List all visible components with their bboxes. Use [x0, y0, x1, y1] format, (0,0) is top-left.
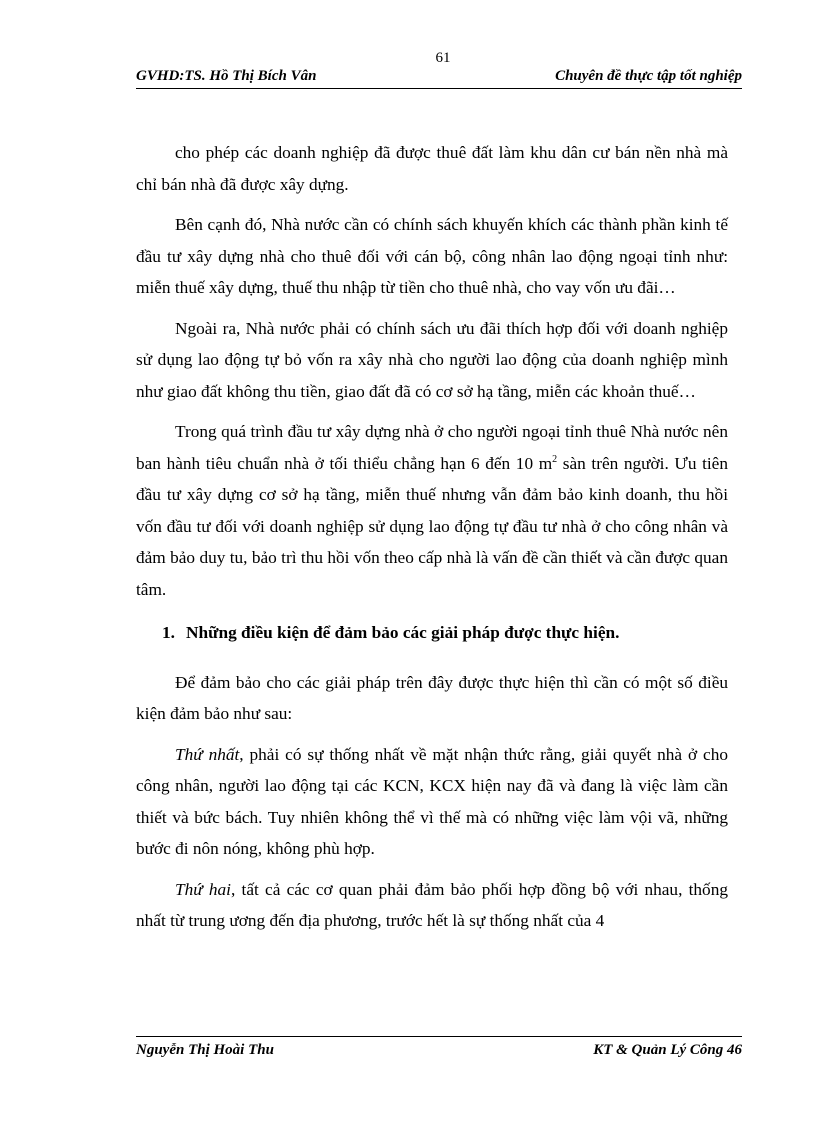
section-heading-text: Những điều kiện để đảm bảo các giải pháp được thực hiện.: [186, 623, 620, 642]
section-heading-number: 1.: [162, 623, 175, 642]
paragraph-6-lead: Thứ nhất: [175, 744, 240, 764]
paragraph-1: cho phép các doanh nghiệp đã được thuê đất làm khu dân cư bán nền nhà mà chỉ bán nhà đã được xây dựng.: [136, 143, 728, 194]
paragraph-4: [136, 416, 728, 605]
header-advisor: GVHD:TS. Hồ Thị Bích Vân: [136, 68, 317, 84]
footer-author: Nguyễn Thị Hoài Thu: [136, 1042, 274, 1058]
page-header: [136, 68, 742, 89]
paragraph-7: [136, 874, 728, 937]
page-footer: [136, 1036, 742, 1064]
paragraph-7-rest: , tất cả các cơ quan phải đảm bảo phối hợp đồng bộ với nhau, thống nhất từ trung ương đến địa phương, trước hết là sự thống nhất của 4: [136, 879, 728, 930]
paragraph-6: [136, 739, 728, 865]
footer-class: KT & Quản Lý Công 46: [593, 1042, 742, 1058]
section-heading: [162, 617, 728, 649]
superscript-2: 2: [552, 453, 558, 465]
paragraph-3: Ngoài ra, Nhà nước phải có chính sách ưu đãi thích hợp đối với doanh nghiệp sử dụng lao động tự bỏ vốn ra xây nhà cho người lao động của doanh nghiệp mình như giao đất không thu tiền, giao đất đã có cơ sở hạ tầng, miễn các khoản thuế…: [136, 318, 728, 401]
page-number: 61: [435, 50, 451, 66]
paragraph-7-lead: Thứ hai: [175, 879, 231, 899]
document-body: [136, 137, 728, 946]
header-report-title: Chuyên đề thực tập tốt nghiệp: [555, 68, 742, 84]
paragraph-6-rest: , phải có sự thống nhất về mặt nhận thức rằng, giải quyết nhà ở cho công nhân, người lao động tại các KCN, KCX hiện nay đã và đang là việc làm cần thiết và bức bách. Tuy nhiên không thể vì thế mà có những việc làm vội vã, những bước đi nôn nóng, không phù hợp.: [136, 744, 728, 858]
paragraph-5: Để đảm bảo cho các giải pháp trên đây được thực hiện thì cần có một số điều kiện đảm bảo như sau:: [136, 672, 728, 723]
paragraph-4-part-a: Trong quá trình đầu tư xây dựng nhà ở cho người ngoại tỉnh thuê Nhà nước nên ban hành tiêu chuẩn nhà ở tối thiểu chẳng hạn 6 đến 10 m: [136, 422, 728, 473]
paragraph-4-part-b: sàn trên người. Ưu tiên đầu tư xây dựng cơ sở hạ tầng, miễn thuế nhưng vẫn đảm bảo kinh doanh, thu hồi vốn đầu tư đối với doanh nghiệp sử dụng lao động tự đầu tư nhà ở cho công nhân và đảm bảo duy tu, bảo trì thu hồi vốn theo cấp nhà là vấn đề cần thiết và cần được quan tâm.: [136, 453, 728, 599]
paragraph-2: Bên cạnh đó, Nhà nước cần có chính sách khuyến khích các thành phần kinh tế đầu tư xây dựng nhà cho thuê đối với cán bộ, công nhân lao động ngoại tỉnh như: miễn thuế xây dựng, thuế thu nhập từ tiền cho thuê nhà, cho vay vốn ưu đãi…: [136, 215, 728, 297]
